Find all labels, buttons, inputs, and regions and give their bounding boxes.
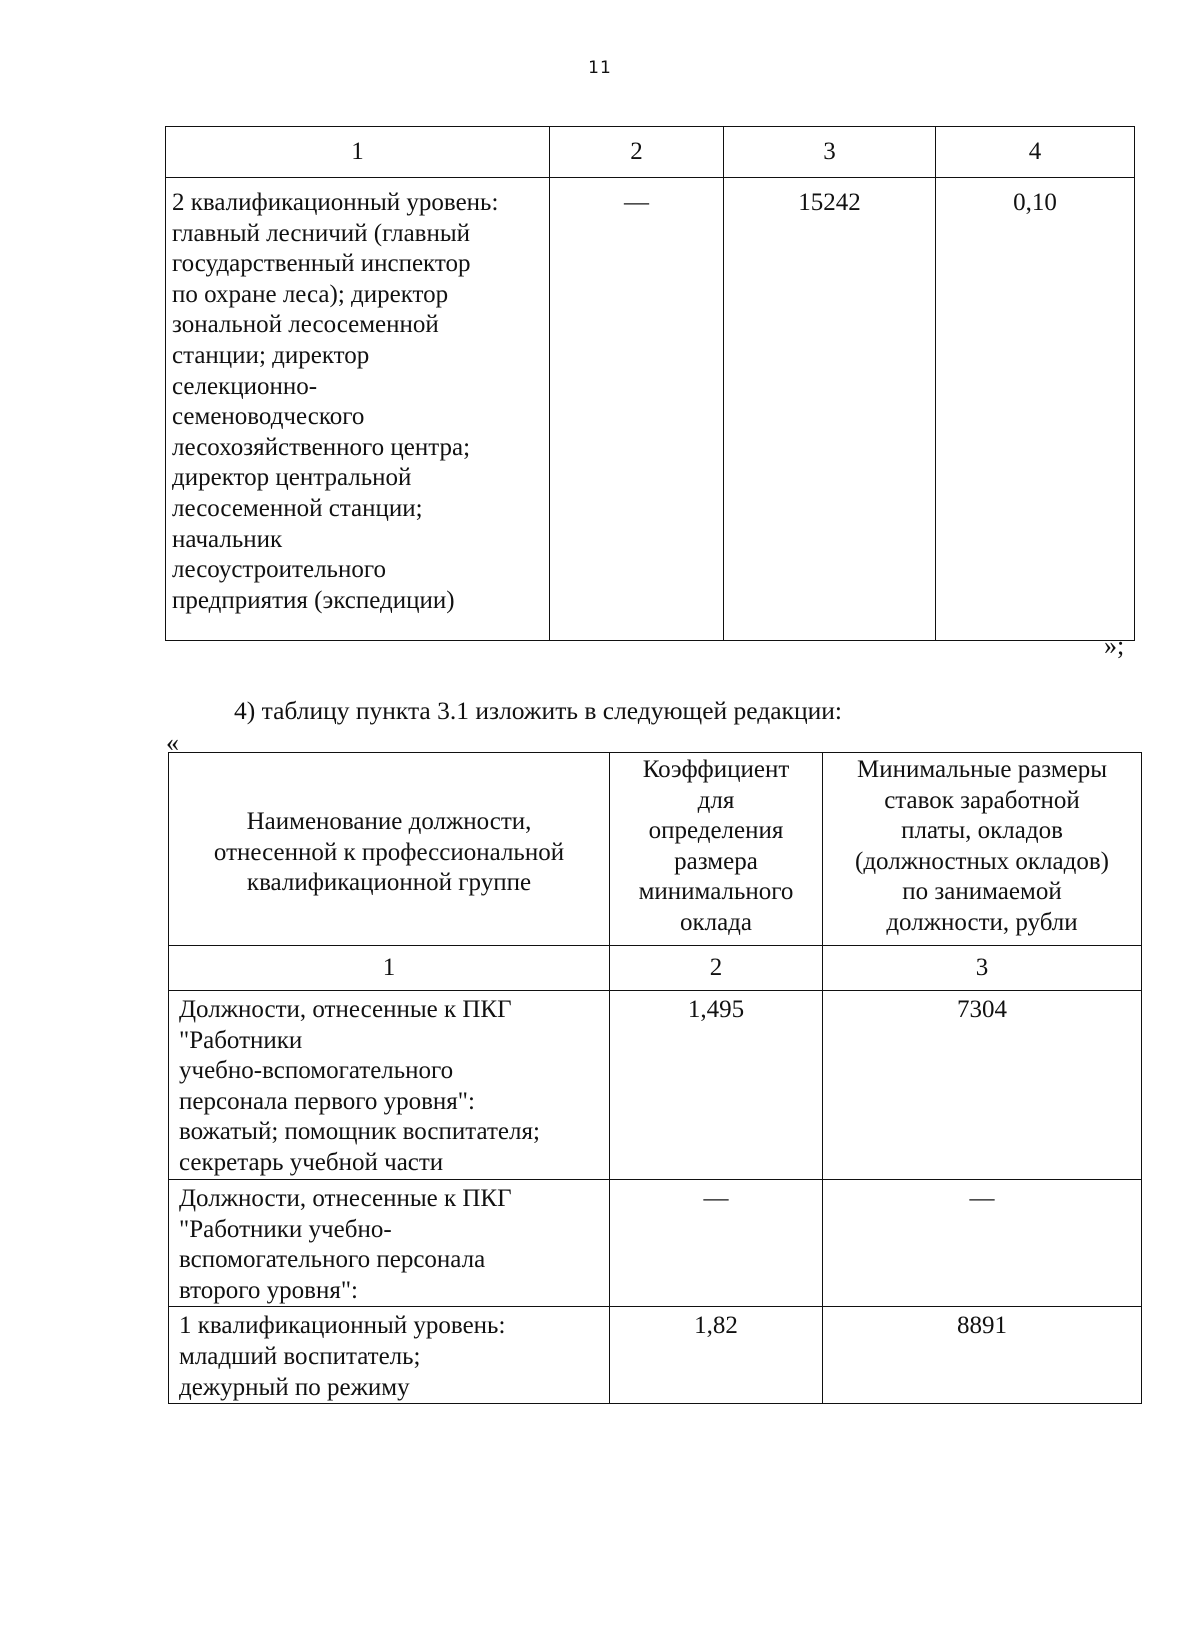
- text-line: 1 квалификационный уровень:: [179, 1312, 506, 1340]
- text-line: Минимальные размеры: [856, 756, 1108, 783]
- text-line: (должностных окладов): [855, 847, 1109, 875]
- opening-quote: «: [166, 728, 179, 757]
- text-line: отнесенной к профессиональной: [213, 838, 565, 866]
- table-row: [169, 1180, 1142, 1307]
- position-name-cell: [169, 1307, 610, 1404]
- table-header-row: [166, 127, 1135, 178]
- text-line: станции; директор: [172, 341, 370, 369]
- text-line: "Работники учебно-: [179, 1215, 392, 1243]
- page-number: 11: [588, 58, 612, 78]
- text-line: лесоустроительного: [172, 556, 386, 584]
- text-line: вспомогательного персонала: [179, 1246, 486, 1274]
- coefficient-value: —: [610, 1180, 823, 1307]
- position-name-cell: [169, 1180, 610, 1307]
- text-line: лесохозяйственного центра;: [172, 433, 471, 461]
- text-line: оклада: [679, 908, 753, 936]
- text-line: размера: [674, 847, 758, 875]
- header-coefficient: [610, 753, 823, 946]
- text-line: государственный инспектор: [172, 250, 471, 278]
- column-4-value: 0,10: [936, 178, 1135, 641]
- text-line: квалификационной группе: [246, 869, 532, 897]
- text-line: 2 квалификационный уровень:: [172, 189, 499, 216]
- position-name-cell: [169, 991, 610, 1180]
- text-line: персонала первого уровня":: [179, 1087, 475, 1115]
- coefficient-value: 1,495: [610, 991, 823, 1180]
- instruction-text: 4) таблицу пункта 3.1 изложить в следующей редакции:: [234, 696, 842, 725]
- text-line: второго уровня":: [179, 1276, 358, 1304]
- position-name-cell: [166, 178, 550, 641]
- text-line: зональной лесосеменной: [172, 311, 439, 339]
- column-2-value: —: [550, 178, 724, 641]
- text-line: определения: [648, 817, 784, 845]
- text-line: предприятия (экспедиции): [172, 586, 455, 614]
- salary-table: [168, 752, 1142, 1404]
- text-line: селекционно-: [172, 372, 318, 400]
- column-number-3: 3: [724, 127, 936, 178]
- text-line: директор центральной: [172, 464, 412, 492]
- text-line: для: [697, 786, 735, 814]
- text-line: младший воспитатель;: [179, 1342, 421, 1370]
- text-line: начальник: [172, 525, 283, 553]
- column-number-1: 1: [166, 127, 550, 178]
- text-line: Коэффициент: [642, 756, 790, 783]
- text-line: секретарь учебной части: [179, 1148, 444, 1176]
- text-line: лесосеменной станции;: [172, 494, 423, 522]
- text-line: главный лесничий (главный: [172, 219, 471, 247]
- column-number-2: 2: [550, 127, 724, 178]
- text-line: ставок заработной: [884, 786, 1080, 814]
- header-minimum-salary: [823, 753, 1142, 946]
- salary-value: 8891: [823, 1307, 1142, 1404]
- text-line: Наименование должности,: [246, 808, 532, 836]
- text-line: по занимаемой: [902, 878, 1062, 906]
- text-line: дежурный по режиму: [179, 1373, 410, 1401]
- table-header-row: [169, 753, 1142, 946]
- text-line: Должности, отнесенные к ПКГ: [179, 996, 512, 1023]
- column-number-2: 2: [610, 946, 823, 991]
- salary-value: 7304: [823, 991, 1142, 1180]
- text-line: "Работники: [179, 1026, 303, 1054]
- column-numbers-row: [169, 946, 1142, 991]
- column-3-value: 15242: [724, 178, 936, 641]
- header-position-name: [169, 753, 610, 946]
- text-line: минимального: [638, 878, 794, 906]
- column-number-1: 1: [169, 946, 610, 991]
- column-number-4: 4: [936, 127, 1135, 178]
- table-row: [166, 178, 1135, 641]
- text-line: платы, окладов: [901, 817, 1063, 845]
- text-line: должности, рубли: [886, 908, 1078, 936]
- text-line: Должности, отнесенные к ПКГ: [179, 1185, 512, 1212]
- salary-value: —: [823, 1180, 1142, 1307]
- table-row: [169, 1307, 1142, 1404]
- closing-quote: »;: [1104, 631, 1125, 660]
- column-number-3: 3: [823, 946, 1142, 991]
- text-line: учебно-вспомогательного: [179, 1057, 454, 1085]
- coefficient-value: 1,82: [610, 1307, 823, 1404]
- text-line: вожатый; помощник воспитателя;: [179, 1118, 540, 1146]
- table-row: [169, 991, 1142, 1180]
- continued-table: [165, 126, 1135, 641]
- text-line: по охране леса); директор: [172, 280, 449, 308]
- text-line: семеноводческого: [172, 403, 365, 431]
